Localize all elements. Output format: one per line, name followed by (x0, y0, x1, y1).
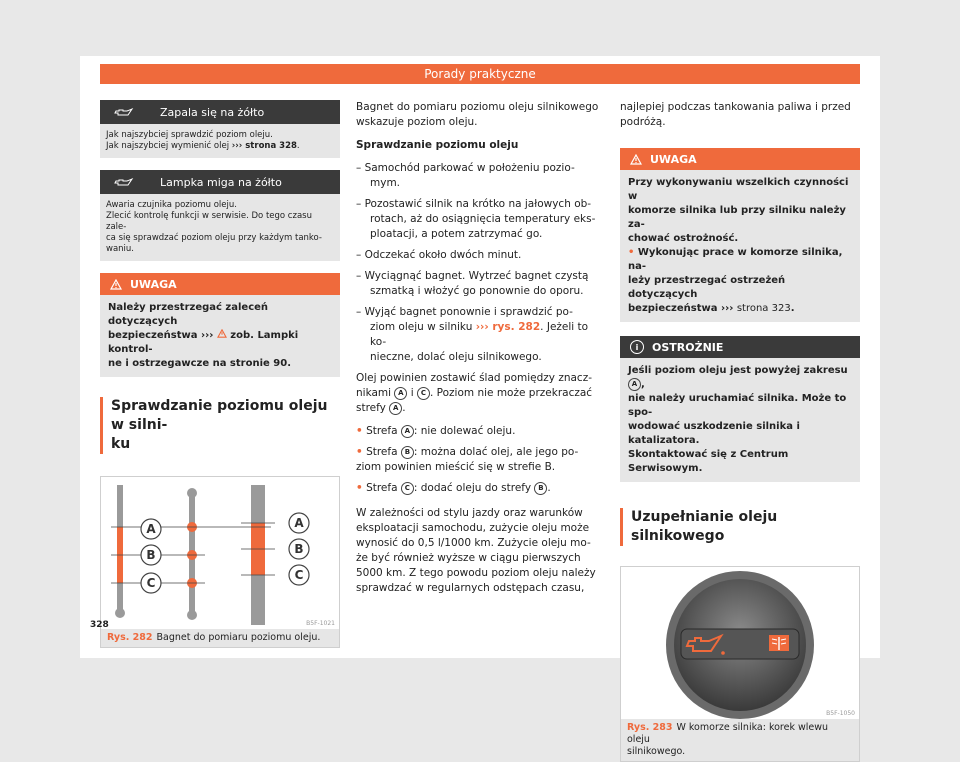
figure-dipstick (100, 476, 340, 648)
section-heading-check-oil (100, 397, 340, 454)
figure-caption (621, 719, 859, 761)
bar-title: Zapala się na żółto (160, 105, 265, 119)
fig-label-b-right: B (294, 542, 304, 556)
text: W zależności od stylu jazdy oraz warunków (356, 507, 583, 519)
text: zob. Lampki kontrol- (108, 330, 299, 355)
fig-label-c-left: C (146, 576, 156, 590)
text: . Jeżeli to ko- (370, 321, 589, 348)
text: – Pozostawić silnik na krótko na jałowych ob- (356, 198, 592, 210)
warning-triangle-icon (217, 330, 227, 341)
subheading: Sprawdzanie poziomu oleju (356, 139, 519, 151)
step-4 (356, 269, 604, 299)
zone-a-item (356, 424, 604, 439)
text: Jak najszybciej wymienić olej (106, 141, 232, 151)
column-right (620, 100, 860, 762)
warning-line: Należy przestrzegać zaleceń dotyczących (108, 302, 269, 327)
step-1 (356, 161, 604, 191)
fig-label-c-right: C (294, 568, 304, 582)
text: eksploatacji samochodu, zużycie oleju może (356, 522, 590, 534)
text: szmatką i włożyć go ponownie do oporu. (370, 285, 584, 297)
text: najlepiej podczas tankowania paliwa i przed (620, 101, 851, 113)
text: nieczne, dolać oleju silnikowego. (370, 351, 542, 363)
warning-line (628, 246, 852, 274)
warning-header (620, 148, 860, 170)
info-box-yellow (100, 124, 340, 158)
oil-cap-illustration (621, 567, 859, 719)
badge-a: A (389, 402, 402, 415)
header-title: Porady praktyczne (424, 67, 536, 81)
warning-label: UWAGA (650, 152, 697, 166)
text: nikami (356, 387, 395, 399)
text: bezpieczeństwa ››› (108, 330, 217, 341)
badge-b: B (534, 482, 547, 495)
warning-triangle-icon (630, 154, 642, 165)
section-heading-refill-oil: Uzupełnianie oleju silnikowego (620, 508, 860, 546)
caption-text: silnikowego. (627, 746, 686, 757)
text: . (402, 402, 406, 414)
info-line: Jak najszybciej sprawdzić poziom oleju. (106, 130, 273, 140)
text: podróżą. (620, 116, 666, 128)
figure-number: Rys. 283 (627, 722, 673, 733)
zone-b-item (356, 445, 604, 475)
bullet-dot: • (628, 247, 635, 258)
page-link[interactable]: strona 323 (736, 303, 791, 314)
warning-body (620, 170, 860, 322)
text: i (407, 387, 417, 399)
caution-label: OSTROŻNIE (652, 340, 724, 354)
warning-line: leży przestrzegać ostrzeżeń dotyczących (628, 275, 786, 300)
caution-body (620, 358, 860, 482)
bullet-dot: • (356, 446, 363, 458)
text: ziom oleju w silniku (370, 321, 476, 333)
text: mym. (370, 177, 401, 189)
text: ziom powinien mieścić się w strefie B. (356, 461, 556, 473)
caution-block (620, 336, 860, 482)
text: 5000 km. Z tego powodu poziom oleju należy (356, 567, 596, 579)
text: ploatacji, a potem zatrzymać go. (370, 228, 543, 240)
oil-can-icon (114, 107, 148, 117)
bullet-dot: • (356, 482, 363, 494)
book-icon (769, 635, 789, 651)
text: Strefa (366, 482, 401, 494)
text: Olej powinien zostawić ślad pomiędzy znacz- (356, 372, 593, 384)
text: że być również wyższe w ciągu pierwszych (356, 552, 581, 564)
fig-label-a-left: A (146, 522, 156, 536)
text: sprawdzać w regularnych odstępach czasu, (356, 582, 585, 594)
text: Strefa (366, 425, 401, 437)
caption-text: Bagnet do pomiaru poziomu oleju. (156, 632, 321, 643)
text: . Poziom nie może przekraczać (429, 387, 593, 399)
warning-body (100, 295, 340, 377)
text: rotach, aż do osiągnięcia temperatury eks- (370, 213, 596, 225)
fig-label-a-right: A (294, 516, 304, 530)
zone-c-item (356, 481, 604, 496)
text: – Samochód parkować w położeniu pozio- (356, 162, 575, 174)
info-box-blinking (100, 194, 340, 261)
bullet-dot: • (356, 425, 363, 437)
info-line: ca się sprawdzać poziom oleju przy każdym tanko- (106, 233, 322, 243)
bar-title: Lampka miga na żółto (160, 175, 282, 189)
text: bezpieczeństwa ››› (628, 303, 737, 314)
step-2 (356, 197, 604, 242)
figure-caption (101, 629, 339, 647)
caption-text: W komorze silnika: korek wlewu oleju (627, 722, 829, 745)
text: : można dolać olej, ale jego po- (413, 446, 579, 458)
figure-oil-cap (620, 566, 860, 762)
consumption-paragraph (356, 506, 604, 596)
text: strefy (356, 402, 390, 414)
text: – Wyciągnąć bagnet. Wytrzeć bagnet czystą (356, 270, 589, 282)
warning-line[interactable]: ne i ostrzegawcze na stronie 90. (108, 358, 291, 369)
oil-light-blinking-bar (100, 170, 340, 194)
badge-a: A (394, 387, 407, 400)
caution-line: nie należy uruchamiać silnika. Może to spo- (628, 393, 847, 418)
figure-code: B5F-1050 (826, 710, 855, 717)
caution-header (620, 336, 860, 358)
warning-line (628, 302, 852, 316)
caution-line (628, 364, 852, 392)
caution-line: Skontaktować się z Centrum Serwisowym. (628, 449, 789, 474)
oil-light-yellow-bar (100, 100, 340, 124)
warning-header (100, 273, 340, 295)
badge-a: A (401, 425, 414, 438)
warning-label: UWAGA (130, 277, 177, 291)
continued-paragraph (620, 100, 860, 130)
figure-link[interactable]: ››› rys. 282 (475, 321, 541, 333)
step-5 (356, 305, 604, 365)
info-line: Awaria czujnika poziomu oleju. (106, 200, 237, 210)
intro-paragraph (356, 100, 604, 130)
text: . (790, 303, 795, 314)
warning-triangle-icon (110, 279, 122, 290)
heading-line: ku (111, 436, 131, 452)
text: Strefa (366, 446, 401, 458)
warning-line: Przy wykonywaniu wszelkich czynności w (628, 177, 849, 202)
text: Wykonując prace w komorze silnika, na- (628, 247, 843, 272)
info-line: Zlecić kontrolę funkcji w serwisie. Do tego czasu zale- (106, 211, 312, 232)
dipstick-illustration (101, 477, 339, 629)
figure-number: Rys. 282 (107, 632, 153, 643)
heading-line: Sprawdzanie poziomu oleju w silni- (111, 398, 328, 433)
info-line: waniu. (106, 244, 134, 254)
text: – Wyjąć bagnet ponownie i sprawdzić po- (356, 306, 573, 318)
text: : nie dolewać oleju. (413, 425, 516, 437)
step-3 (356, 248, 604, 263)
text: Jeśli poziom oleju jest powyżej zakresu (628, 365, 848, 376)
text: . (547, 482, 551, 494)
text: Bagnet do pomiaru poziomu oleju silnikowego (356, 101, 599, 113)
warning-block (620, 148, 860, 322)
manual-page (80, 56, 880, 757)
caution-line: wodować uszkodzenie silnika i katalizatora. (628, 421, 800, 446)
oil-can-icon (114, 177, 148, 187)
text: , (641, 379, 645, 390)
text: wskazuje poziom oleju. (356, 116, 478, 128)
column-left (100, 100, 340, 648)
badge-b: B (401, 446, 414, 459)
text: – Odczekać około dwóch minut. (356, 249, 522, 261)
page-number: 328 (90, 620, 109, 630)
page-header (100, 64, 860, 84)
info-line (106, 141, 334, 152)
text: : dodać oleju do strefy (413, 482, 535, 494)
warning-line (108, 329, 332, 357)
text: . (296, 141, 300, 151)
fig-label-b-left: B (146, 548, 156, 562)
badge-c: C (401, 482, 414, 495)
warning-line: chować ostrożność. (628, 233, 739, 244)
trace-paragraph (356, 371, 604, 416)
badge-a: A (628, 378, 641, 391)
page-link[interactable]: ››› strona 328 (231, 141, 297, 151)
info-circle-icon: i (630, 340, 644, 354)
warning-line: komorze silnika lub przy silniku należy za- (628, 205, 846, 230)
text: wynosić do 0,5 l/1000 km. Zużycie oleju mo- (356, 537, 591, 549)
figure-code: B5F-1021 (306, 620, 335, 627)
badge-c: C (417, 387, 430, 400)
column-middle (356, 100, 604, 604)
